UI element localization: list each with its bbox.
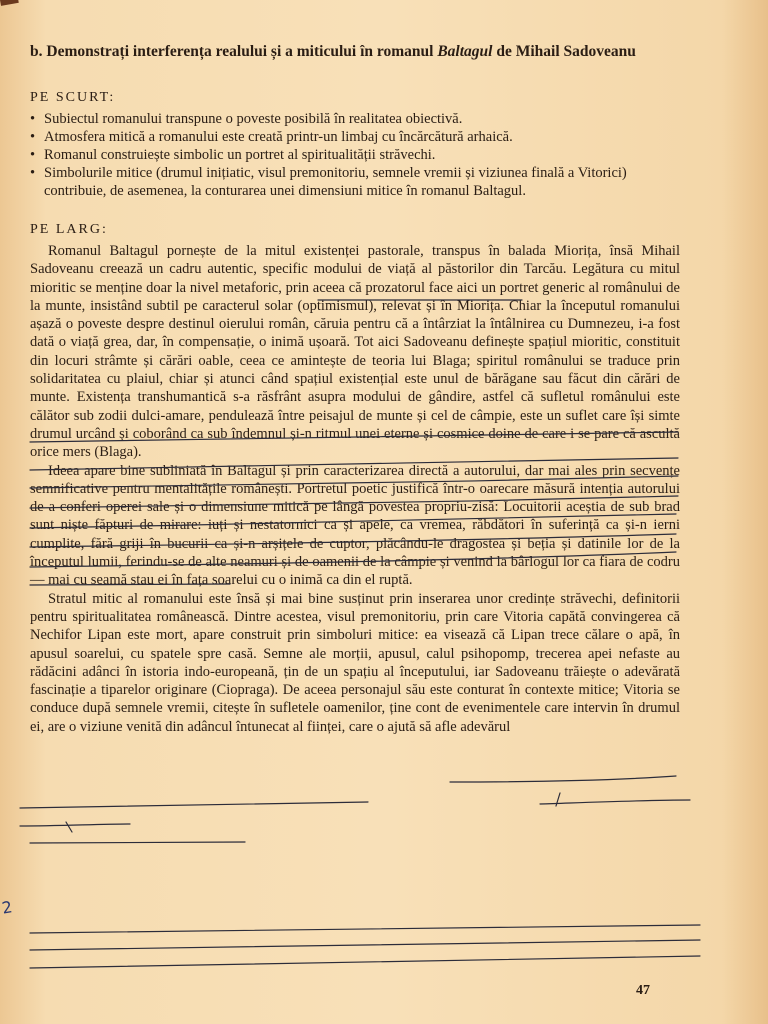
corner-ink-mark: [0, 0, 19, 6]
title-book: Baltagul: [437, 43, 493, 60]
summary-item: • Subiectul romanului transpune o poveste posibilă în realitatea obiectivă.: [30, 110, 680, 128]
page-content: [30, 42, 680, 736]
title-prefix: b. Demonstrați interferența realului și a miticului în romanul: [30, 43, 438, 60]
summary-item: • Atmosfera mitică a romanului este creată printr-un limbaj cu încărcătură arhaică.: [30, 128, 680, 146]
paragraph-3: Stratul mitic al romanului este însă și mai bine susținut prin inserarea unor credințe străvechi, definitorii pentru spiritualitatea românească. Dintre acestea, visul premonitoriu, prin care Vitoria capătă convingerea că Nechifor Lipan este mort, apare construit prin simboluri mitice: ea visează că Lipan trece călare o apă, în apusul soarelui, cu spatele spre casă. Semne ale morții, apusul, calul psihopomp, trecerea apei nefaste au rădăcini adânci în istoria indo-europeană, țin de un spațiu al începutului, iar Sadoveanu trăiește o adevărată fascinație a tiparelor originare (Ciopraga). De aceea personajul său este conturat în contexte mitice; Vitoria se conduce după semnele vremii, citește în sufletele oamenilor, ține cont de evenimentele care intervin în drumul ei, are o viziune venită din adâncul întunecat al ființei, care o ajută să afle adevărul: [30, 590, 680, 735]
short-summary-list: [30, 110, 680, 200]
page-number: 47: [636, 983, 650, 998]
section-title: [30, 42, 680, 62]
paragraph-1: Romanul Baltagul pornește de la mitul existenței pastorale, transpus în balada Miorița, însă Mihail Sadoveanu creează un cadru autentic, specific modului de viață al păstorilor din Tarcău. Legătura cu mitul mioritic se menține doar la nivel metaforic, prin aceea că prozatorul face aici un portret generic al românului de la munte, insistând subtil pe caracterul solar (optimismul), relevat și în Miorița. Chiar la începutul romanului așază o poveste despre destinul oierului român, căruia pentru că a întârziat la întâlnirea cu Dumnezeu, i-a fost dată o viață grea, dar, în compensație, o inimă ușoară. Tot aici Sadoveanu definește spațiul mioritic, constituit din locuri strâmte și cărări oable, ceea ce amintește de teoria lui Blaga; spiritul românului se traduce prin solidaritatea cu plaiul, chiar și atunci când spațiul existențial este unul de bărăgane sau făcut din cărări de munte. Existența transhumantică s-a răsfrânt asupra modului de gândire, astfel că sufletul românului este călător sub zodii dulci-amare, pendulează între peisajul de munte și cel de câmpie, este un suflet care își simte drumul urcând și coborând ca sub îndemnul și-n ritmul unei eterne și cosmice doine de care i se pare că ascultă orice mers (Blaga).: [30, 243, 680, 461]
summary-item: • Romanul construiește simbolic un portret al spiritualității străvechi.: [30, 146, 680, 164]
title-suffix: de Mihail Sadoveanu: [492, 43, 636, 60]
long-label: PE LARG:: [30, 222, 108, 237]
handwritten-margin-number: 2: [0, 897, 14, 918]
paragraph-2: Ideea apare bine subliniată în Baltagul și prin caracterizarea directă a autorului, dar mai ales prin secvențe semnificative pentru mentalitățile românești. Portretul poetic justifică într-o oarecare măsură intenția autorului de a conferi operei sale și o dimensiune mitică pe lângă povestea propriu-zisă: Locuitorii aceștia de sub brad sunt niște făpturi de mirare: iuți și nestatornici ca și apele, ca vremea, răbdători în suferință ca și-n ierni cumplite, fără griji în bucurii ca și-n arșițele de cuptor, plăcându-le dragostea și beția și datinile lor de la începutul lumii, ferindu-se de alte neamuri și de oamenii de la câmpie și venind la bârlogul lor ca fiara de codru — mai cu seamă stau ei în fața soarelui cu o inimă ca din el ruptă.: [30, 462, 680, 589]
summary-item: • Simbolurile mitice (drumul inițiatic, visul premonitoriu, semnele vremii și viziunea finală a Vitorici) contribuie, de asemenea, la conturarea unei dimensiuni mitice în romanul Baltagul.: [30, 164, 680, 200]
short-label: PE SCURT:: [30, 90, 116, 105]
